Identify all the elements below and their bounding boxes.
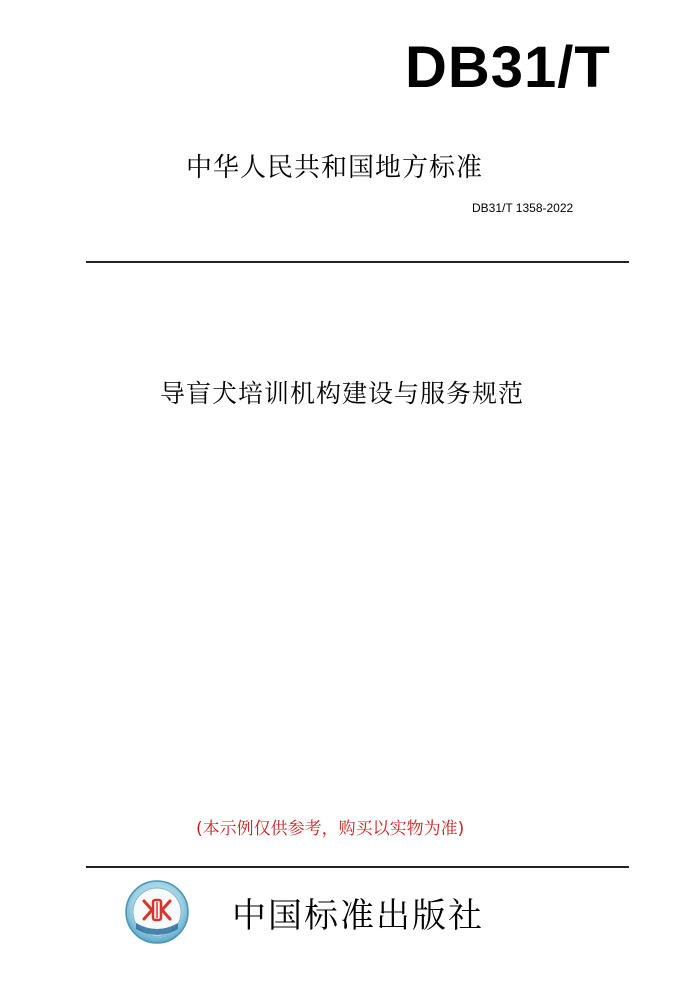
top-divider	[86, 261, 629, 263]
standard-number: DB31/T 1358-2022	[472, 201, 574, 215]
disclaimer-note: (本示例仅供参考，购买以实物为准)	[196, 819, 465, 839]
publisher-seal-graphic	[124, 879, 190, 945]
bottom-divider	[86, 866, 629, 868]
document-title: 导盲犬培训机构建设与服务规范	[160, 379, 525, 408]
standard-type: 中华人民共和国地方标准	[186, 153, 484, 183]
document-code: DB31/T	[405, 35, 611, 100]
publisher-seal-icon	[124, 879, 190, 945]
publisher-name: 中国标准出版社	[232, 896, 484, 936]
